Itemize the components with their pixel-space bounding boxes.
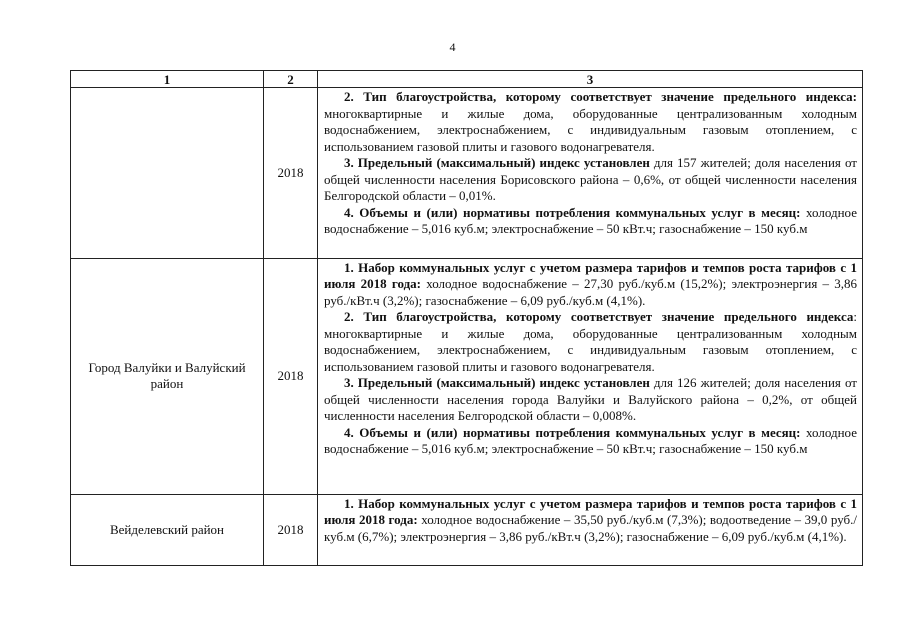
description-cell bbox=[318, 88, 863, 259]
table-row bbox=[71, 88, 863, 259]
paragraph-text: холодное водоснабжение – 35,50 руб./куб.м (7,3%); водоотведение – 39,0 руб./куб.м (6,7%); электроэнергия – 3,86 руб./кВт.ч (3,2%); газоснабжение – 6,09 руб./куб.м (4,1%). bbox=[324, 512, 857, 544]
paragraph-heading: 2. Тип благоустройства, которому соответствует значение предельного индекса: bbox=[344, 89, 857, 104]
paragraph-heading: 1. Набор коммунальных услуг с учетом размера тарифов и темпов роста тарифов с 1 июля 2018 года: bbox=[324, 259, 857, 291]
paragraph-text: для 157 жителей; доля населения от общей численности населения Борисовского района – 0,6%, от общей численности населения Белгородской области – 0,01%. bbox=[324, 155, 857, 203]
column-header-3: 3 bbox=[318, 71, 863, 88]
paragraph-heading: 3. Предельный (максимальный) индекс установлен bbox=[344, 155, 650, 170]
territory-cell: Город Валуйки и Валуйский район bbox=[71, 258, 264, 494]
tariff-table bbox=[70, 70, 863, 566]
year-cell: 2018 bbox=[264, 88, 318, 259]
cell-spacer bbox=[324, 238, 857, 256]
column-header-2: 2 bbox=[264, 71, 318, 88]
paragraph-heading: 2. Тип благоустройства, которому соответствует значение предельного индекса bbox=[344, 309, 854, 324]
paragraph bbox=[324, 375, 857, 425]
paragraph bbox=[324, 89, 857, 155]
paragraph-heading: 4. Объемы и (или) нормативы потребления коммунальных услуг в месяц: bbox=[344, 204, 801, 220]
paragraph bbox=[324, 496, 857, 546]
paragraph-text: : многоквартирные и жилые дома, оборудованные централизованным холодным водоснабжением, электроснабжением, с индивидуальным газовым отоплением, с использованием газовой плиты и газового водонагревателя. bbox=[324, 309, 857, 374]
description-cell bbox=[318, 494, 863, 566]
cell-spacer bbox=[324, 545, 857, 563]
paragraph bbox=[324, 155, 857, 205]
cell-spacer bbox=[324, 458, 857, 492]
paragraph-text: многоквартирные и жилые дома, оборудованные централизованным холодным водоснабжением, электроснабжением, с индивидуальным газовым отоплением, с использованием газовой плиты и газового водонагревателя. bbox=[324, 105, 857, 154]
paragraph-text: холодное водоснабжение – 5,016 куб.м; электроснабжение – 50 кВт.ч; газоснабжение – 150 куб.м bbox=[324, 204, 857, 236]
paragraph-heading: 4. Объемы и (или) нормативы потребления коммунальных услуг в месяц: bbox=[344, 424, 801, 440]
territory-cell bbox=[71, 88, 264, 259]
paragraph-text: для 126 жителей; доля населения от общей численности населения города Валуйки и Валуйского района – 0,2%, от общей численности населения Белгородской области – 0,008%. bbox=[324, 375, 857, 423]
year-cell: 2018 bbox=[264, 494, 318, 566]
paragraph-text: холодное водоснабжение – 5,016 куб.м; электроснабжение – 50 кВт.ч; газоснабжение – 150 куб.м bbox=[324, 424, 857, 456]
territory-cell: Вейделевский район bbox=[71, 494, 264, 566]
paragraph-heading: 1. Набор коммунальных услуг с учетом размера тарифов и темпов роста тарифов с 1 июля 2018 года: bbox=[324, 495, 857, 527]
paragraph bbox=[324, 205, 857, 238]
paragraph bbox=[324, 425, 857, 458]
table-row bbox=[71, 258, 863, 494]
page-number: 4 bbox=[449, 40, 456, 54]
paragraph bbox=[324, 309, 857, 375]
column-header-1: 1 bbox=[71, 71, 264, 88]
year-cell: 2018 bbox=[264, 258, 318, 494]
paragraph-text: холодное водоснабжение – 27,30 руб./куб.м (15,2%); электроэнергия – 3,86 руб./кВт.ч (3,2%); газоснабжение – 6,09 руб./куб.м (4,1%). bbox=[324, 276, 857, 308]
paragraph-heading: 3. Предельный (максимальный) индекс установлен bbox=[344, 375, 650, 390]
description-cell bbox=[318, 258, 863, 494]
table-header-row bbox=[71, 71, 863, 88]
paragraph bbox=[324, 260, 857, 310]
table-row bbox=[71, 494, 863, 566]
